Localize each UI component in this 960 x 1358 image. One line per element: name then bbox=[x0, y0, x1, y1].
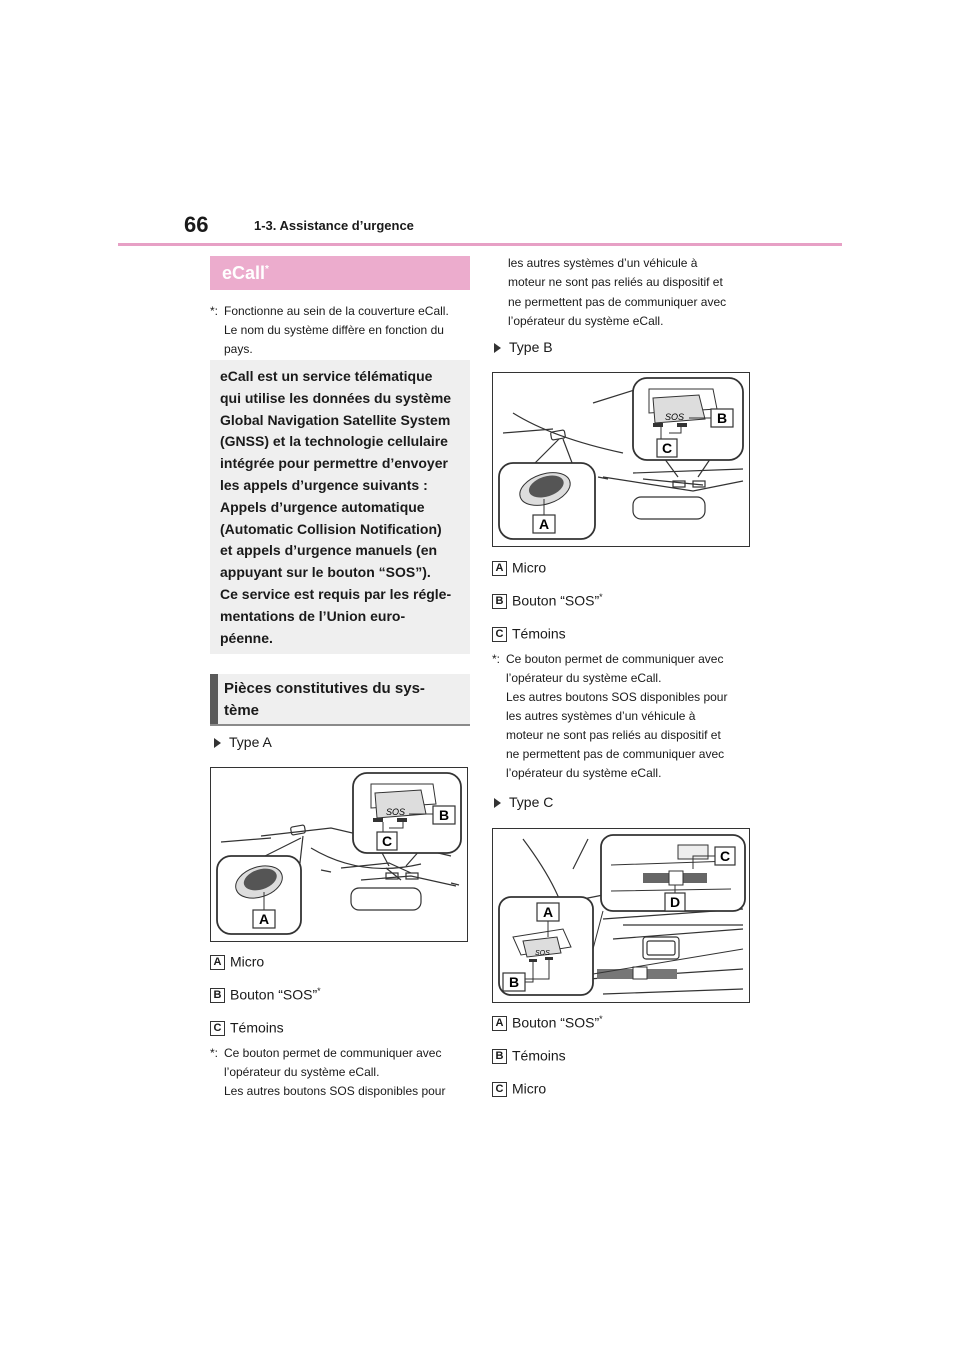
note-line: l’opérateur du système eCall. bbox=[508, 314, 664, 329]
sos-label-b: SOS bbox=[665, 412, 685, 422]
callout-a: A bbox=[258, 911, 270, 927]
callout-a: A bbox=[538, 516, 550, 532]
section-heading-line: Pièces constitutives du sys- bbox=[224, 680, 425, 697]
type-a-legend-c: C Témoins bbox=[210, 1019, 284, 1036]
callout-d: D bbox=[669, 894, 681, 910]
note-line: Ce bouton permet de communiquer avec bbox=[506, 652, 724, 666]
legend-letter-box: C bbox=[210, 1021, 225, 1036]
triangle-bullet-icon bbox=[494, 343, 501, 353]
chapter-title: 1-3. Assistance d’urgence bbox=[254, 218, 414, 233]
callout-c: C bbox=[381, 833, 393, 849]
ecall-note bbox=[210, 302, 472, 359]
summary-line: péenne. bbox=[220, 629, 273, 646]
type-a-legend-a: A Micro bbox=[210, 953, 264, 970]
note-line: l’opérateur du système eCall. bbox=[506, 766, 662, 780]
type-a-heading: Type A bbox=[214, 734, 272, 750]
type-c-legend-a: A Bouton “SOS”* bbox=[492, 1014, 603, 1031]
callout-c: C bbox=[719, 848, 731, 864]
note-line: les autres systèmes d’un véhicule à bbox=[506, 709, 696, 723]
ecall-note-line: Fonctionne au sein de la couverture eCall. bbox=[224, 304, 449, 318]
summary-line: et appels d’urgence manuels (en bbox=[220, 542, 438, 559]
legend-letter-box: B bbox=[492, 594, 507, 609]
note-line: moteur ne sont pas reliés au dispositif et bbox=[508, 275, 723, 290]
triangle-bullet-icon bbox=[214, 738, 221, 748]
figure-type-c bbox=[492, 828, 750, 1003]
type-a-note bbox=[210, 1044, 472, 1101]
summary-line: Ce service est requis par les régle- bbox=[220, 585, 452, 602]
note-line: ne permettent pas de communiquer avec bbox=[506, 747, 725, 761]
header-rule bbox=[118, 243, 842, 246]
summary-line: mentations de l’Union euro- bbox=[220, 607, 406, 624]
legend-letter-box: B bbox=[210, 988, 225, 1003]
ecall-title-mark: * bbox=[265, 264, 269, 275]
figure-type-a bbox=[210, 767, 468, 942]
summary-line: (Automatic Collision Notification) bbox=[220, 520, 442, 537]
section-heading-bar bbox=[210, 674, 218, 726]
summary-line: Appels d’urgence automatique bbox=[220, 498, 425, 515]
summary-line: eCall est un service télématique bbox=[220, 368, 433, 384]
summary-line: les appels d’urgence suivants : bbox=[220, 476, 428, 493]
summary-text bbox=[220, 366, 465, 649]
note-line: ne permettent pas de communiquer avec bbox=[508, 294, 727, 309]
figure-type-b bbox=[492, 372, 750, 547]
figure-type-b-illustration bbox=[493, 373, 749, 546]
section-heading bbox=[224, 678, 464, 722]
note-line: les autres systèmes d’un véhicule à bbox=[508, 256, 698, 270]
continued-note bbox=[508, 254, 758, 332]
legend-letter-box: C bbox=[492, 1082, 507, 1097]
triangle-bullet-icon bbox=[494, 798, 501, 808]
type-b-note bbox=[492, 650, 754, 783]
note-line: Les autres boutons SOS disponibles pour bbox=[506, 690, 728, 704]
summary-line: (GNSS) et la technologie cellulaire bbox=[220, 433, 448, 450]
legend-letter-box: C bbox=[492, 627, 507, 642]
section-heading-line: tème bbox=[224, 702, 260, 719]
type-b-heading: Type B bbox=[494, 339, 553, 355]
note-star: *: bbox=[492, 652, 501, 666]
section-heading-underline bbox=[210, 724, 470, 726]
sos-label-c: SOS bbox=[535, 950, 550, 957]
ecall-note-star: *: bbox=[210, 304, 219, 318]
note-line: l’opérateur du système eCall. bbox=[506, 671, 662, 685]
summary-line: Global Navigation Satellite System bbox=[220, 411, 451, 428]
summary-line: intégrée pour permettre d’envoyer bbox=[220, 455, 448, 472]
figure-type-c-illustration bbox=[493, 829, 749, 1002]
callout-b: B bbox=[716, 410, 728, 426]
callout-a: A bbox=[542, 904, 554, 920]
summary-line: qui utilise les données du système bbox=[220, 389, 452, 406]
page-number: 66 bbox=[184, 212, 209, 237]
note-line: Ce bouton permet de communiquer avec bbox=[224, 1046, 442, 1060]
callout-c: C bbox=[661, 440, 673, 456]
type-c-legend-b: B Témoins bbox=[492, 1047, 566, 1064]
ecall-note-line: Le nom du système diffère en fonction du bbox=[224, 323, 444, 337]
type-a-legend-b: B Bouton “SOS”* bbox=[210, 986, 321, 1003]
type-b-legend-c: C Témoins bbox=[492, 625, 566, 642]
legend-letter-box: A bbox=[210, 955, 225, 970]
type-b-legend-a: A Micro bbox=[492, 559, 546, 576]
legend-letter-box: A bbox=[492, 1016, 507, 1031]
ecall-title: eCall* bbox=[222, 263, 269, 283]
figure-type-a-illustration bbox=[211, 768, 467, 941]
legend-letter-box: B bbox=[492, 1049, 507, 1064]
note-line: Les autres boutons SOS disponibles pour bbox=[224, 1084, 446, 1098]
type-b-legend-b: B Bouton “SOS”* bbox=[492, 592, 603, 609]
note-star: *: bbox=[210, 1046, 219, 1060]
legend-letter-box: A bbox=[492, 561, 507, 576]
note-line: l’opérateur du système eCall. bbox=[224, 1065, 380, 1079]
ecall-note-line: pays. bbox=[224, 342, 253, 356]
summary-line: appuyant sur le bouton “SOS”). bbox=[220, 564, 431, 581]
callout-b: B bbox=[508, 974, 520, 990]
callout-b: B bbox=[438, 807, 450, 823]
type-c-legend-c: C Micro bbox=[492, 1080, 546, 1097]
sos-label-a: SOS bbox=[386, 807, 406, 817]
note-line: moteur ne sont pas reliés au dispositif et bbox=[506, 728, 721, 742]
type-c-heading: Type C bbox=[494, 794, 553, 810]
